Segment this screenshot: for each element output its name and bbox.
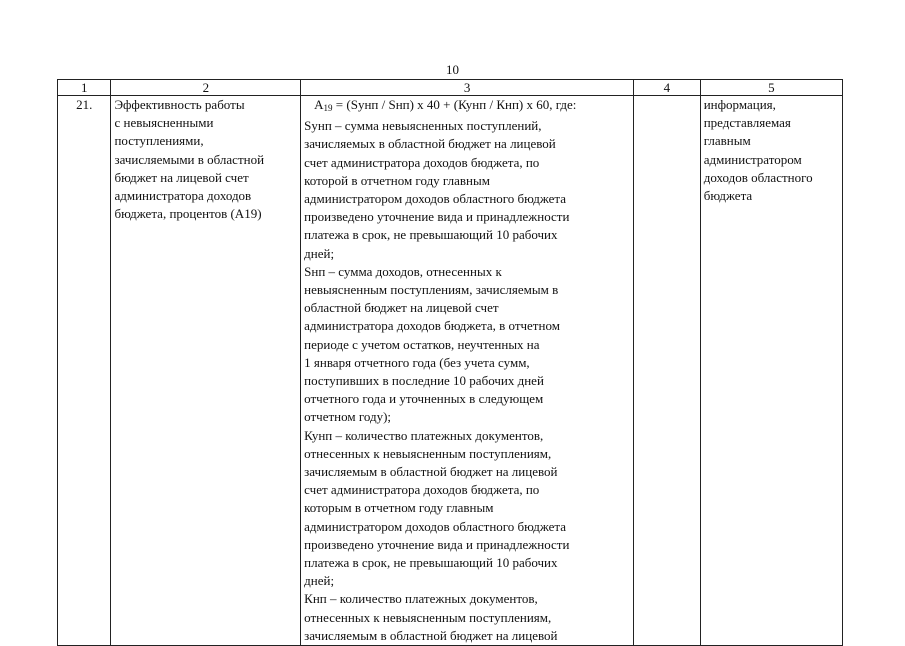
description-line: счет администратора доходов бюджета, по	[304, 154, 540, 170]
page-number: 10	[446, 62, 459, 77]
description-line: невыясненным поступлениям, зачисляемым в	[304, 282, 559, 298]
description-line: дней;	[304, 245, 335, 261]
description-line: Кунп – количество платежных документов,	[304, 427, 544, 443]
indicator-name-line: Эффективность работы	[114, 97, 245, 112]
description-line: произведено уточнение вида и принадлежности	[304, 209, 570, 225]
data-source-line: информация,	[703, 97, 776, 112]
description-line: отчетного года и уточненных в следующем	[304, 391, 544, 407]
description-line: 1 января отчетного года (без учета сумм,	[304, 354, 530, 370]
header-cell-5: 5	[700, 80, 842, 96]
description-line: периоде с учетом остатков, неучтенных на	[304, 336, 540, 352]
description-line: администратором доходов областного бюджета	[304, 518, 567, 534]
header-cell-1: 1	[58, 80, 111, 96]
indicator-name	[114, 96, 297, 223]
data-source-line: администратором	[703, 151, 802, 167]
data-source-line: главным	[703, 133, 751, 149]
description-line: отнесенных к невыясненным поступлениям,	[304, 609, 552, 625]
description-line: Sнп – сумма доходов, отнесенных к	[304, 263, 502, 279]
data-source-line: бюджета	[703, 188, 753, 204]
description-line: отнесенных к невыясненным поступлениям,	[304, 445, 552, 461]
formula-rest: = (Sунп / Sнп) х 40 + (Кунп / Кнп) х 60, где:	[332, 97, 577, 112]
formula-description	[304, 117, 630, 645]
description-line: которой в отчетном году главным	[304, 172, 490, 188]
indicator-name-line: с невыясненными	[114, 115, 214, 131]
description-line: администратором доходов областного бюджета	[304, 191, 567, 207]
description-line: областной бюджет на лицевой счет	[304, 300, 499, 316]
indicator-table	[57, 79, 843, 646]
data-source-line: представляемая	[703, 115, 791, 131]
description-line: зачисляемым в областной бюджет на лицевой	[304, 627, 558, 643]
formula	[304, 96, 630, 117]
indicator-name-line: поступлениями,	[114, 133, 204, 149]
indicator-name-line: бюджета, процентов (А19)	[114, 206, 262, 222]
description-line: отчетном году);	[304, 409, 392, 425]
description-line: поступивших в последние 10 рабочих дней	[304, 373, 544, 389]
description-line: администратора доходов бюджета, в отчетном	[304, 318, 560, 334]
indicator-name-line: администратора доходов	[114, 188, 252, 204]
description-line: Sунп – сумма невыясненных поступлений,	[304, 118, 542, 134]
table-header-row	[58, 80, 843, 96]
data-source-cell	[700, 96, 842, 646]
column-4-cell	[634, 96, 701, 646]
description-line: которым в отчетном году главным	[304, 500, 494, 516]
description-line: зачисляемых в областной бюджет на лицевой	[304, 136, 556, 152]
indicator-name-cell	[111, 96, 301, 646]
description-line: счет администратора доходов бюджета, по	[304, 482, 540, 498]
description-line: платежа в срок, не превышающий 10 рабочих	[304, 227, 558, 243]
description-line: дней;	[304, 573, 335, 589]
description-line: Кнп – количество платежных документов,	[304, 591, 538, 607]
table-row	[58, 96, 843, 646]
description-line: зачисляемым в областной бюджет на лицевой	[304, 464, 558, 480]
row-number-cell	[58, 96, 111, 646]
data-source-line: доходов областного	[703, 169, 813, 185]
header-cell-3: 3	[301, 80, 634, 96]
formula-subscript: 19	[323, 103, 333, 113]
header-cell-4: 4	[634, 80, 701, 96]
calculation-method-cell	[301, 96, 634, 646]
formula-prefix: А	[314, 97, 324, 112]
indicator-name-line: зачисляемыми в областной	[114, 151, 265, 167]
description-line: произведено уточнение вида и принадлежности	[304, 536, 570, 552]
indicator-name-line: бюджет на лицевой счет	[114, 169, 249, 185]
description-line: платежа в срок, не превышающий 10 рабочих	[304, 555, 558, 571]
header-cell-2: 2	[111, 80, 301, 96]
data-source	[704, 96, 839, 205]
row-number: 21.	[76, 97, 93, 112]
